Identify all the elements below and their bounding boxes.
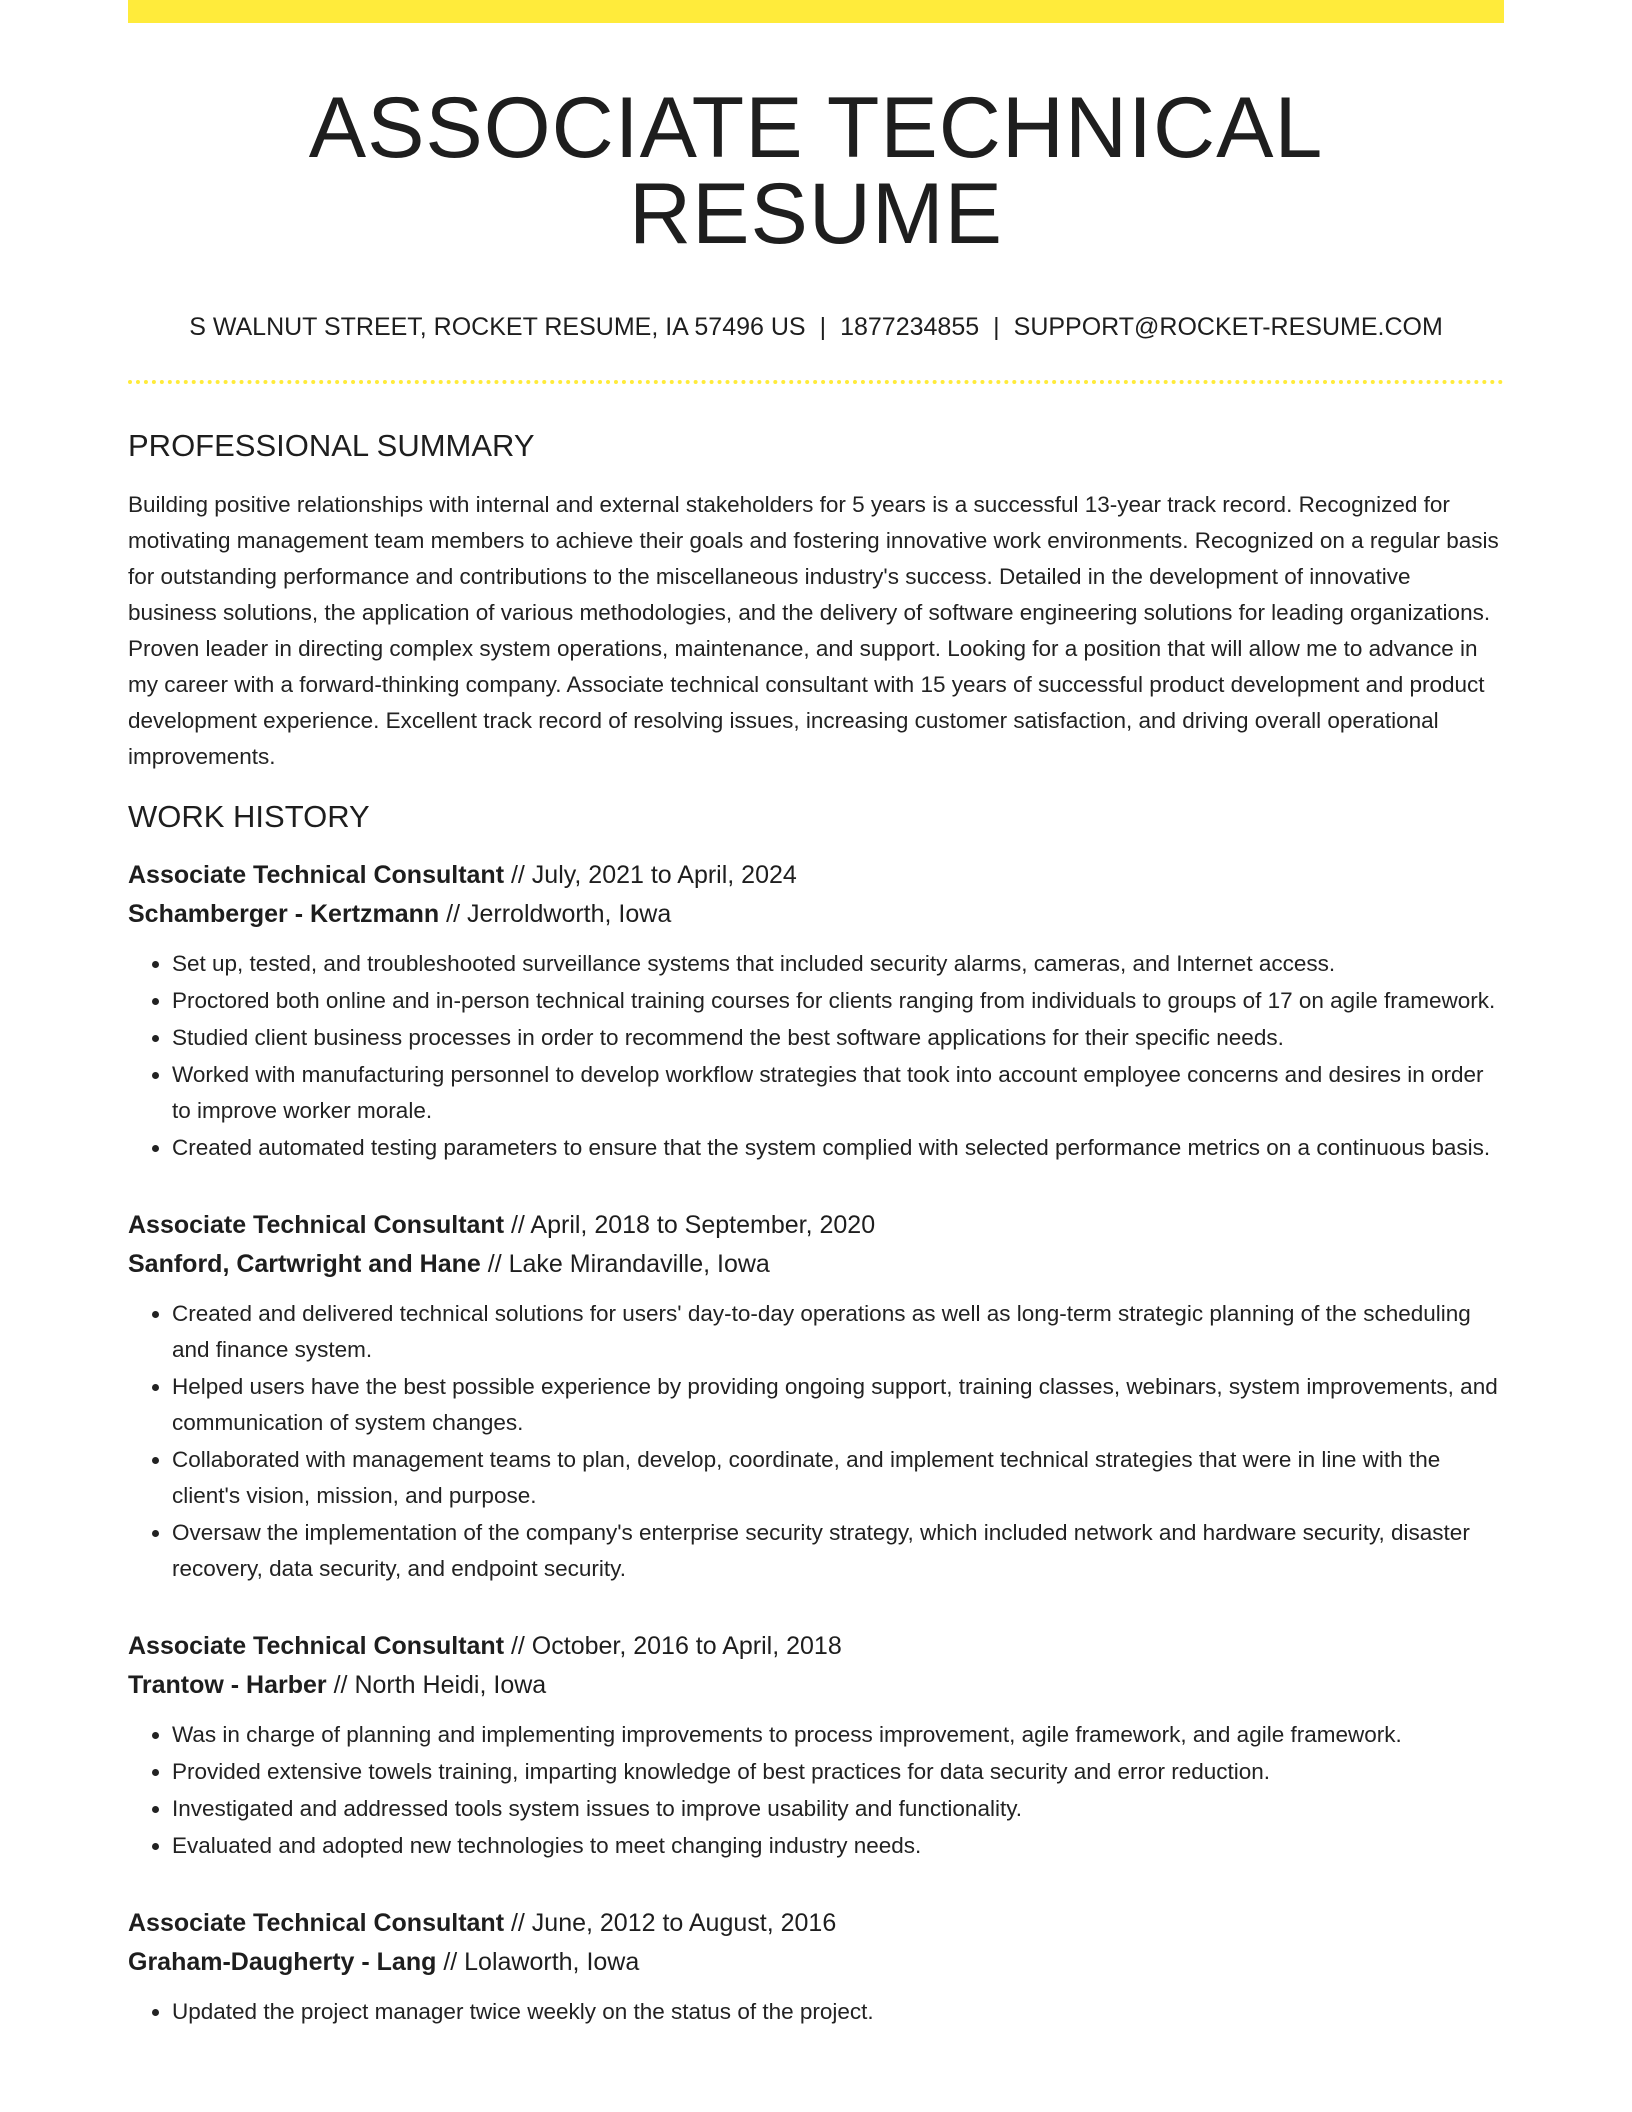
- job-bullets: [128, 1994, 1504, 2030]
- job-dates: // June, 2012 to August, 2016: [504, 1909, 837, 1937]
- job-bullet: • Investigated and addressed tools system issues to improve usability and functionality.: [172, 1791, 1504, 1827]
- job-bullet: • Proctored both online and in-person technical training courses for clients ranging from individuals to groups of 17 on agile framework.: [172, 983, 1504, 1019]
- job-dates: // July, 2021 to April, 2024: [504, 861, 797, 889]
- job-title: Associate Technical Consultant: [128, 1211, 505, 1239]
- job-bullet: • Oversaw the implementation of the company's enterprise security strategy, which included network and hardware security, disaster recovery, data security, and endpoint security.: [172, 1515, 1504, 1587]
- summary-text: Building positive relationships with internal and external stakeholders for 5 years is a successful 13-year track record. Recognized for motivating management team members to achieve their goals and fostering innovative work environments. Recognized on a regular basis for outstanding performance and contributions to the miscellaneous industry's success. Detailed in the development of innovative business solutions, the application of various methodologies, and the delivery of software engineering solutions for leading organizations. Proven leader in directing complex system operations, maintenance, and support. Looking for a position that will allow me to advance in my career with a forward-thinking company. Associate technical consultant with 15 years of successful product development and product development experience. Excellent track record of resolving issues, increasing customer satisfaction, and driving overall operational improvements.: [128, 492, 1499, 769]
- job-bullet: • Evaluated and adopted new technologies to meet changing industry needs.: [172, 1828, 1504, 1864]
- job-bullet: • Set up, tested, and troubleshooted surveillance systems that included security alarms, cameras, and Internet access.: [172, 946, 1504, 982]
- contact-email: SUPPORT@ROCKET-RESUME.COM: [1013, 313, 1443, 341]
- contact-separator: |: [993, 313, 1000, 341]
- job-company-line: [128, 1943, 1504, 1982]
- job-company-line: [128, 1245, 1504, 1284]
- job-company: Sanford, Cartwright and Hane: [128, 1250, 481, 1278]
- accent-top-bar: [128, 0, 1504, 23]
- job-bullet: • Worked with manufacturing personnel to develop workflow strategies that took into account employee concerns and desires in order to improve worker morale.: [172, 1057, 1504, 1129]
- contact-phone: 1877234855: [840, 313, 980, 341]
- job-bullets: [128, 1296, 1504, 1587]
- job-bullet: • Collaborated with management teams to plan, develop, coordinate, and implement technical strategies that were in line with the client's vision, mission, and purpose.: [172, 1442, 1504, 1514]
- job-dates: // October, 2016 to April, 2018: [504, 1632, 842, 1660]
- job-dates: // April, 2018 to September, 2020: [504, 1211, 876, 1239]
- job-title: Associate Technical Consultant: [128, 861, 505, 889]
- job-company: Graham-Daugherty - Lang: [128, 1948, 437, 1976]
- job-company: Schamberger - Kertzmann: [128, 900, 440, 928]
- dotted-divider: [128, 380, 1504, 384]
- resume-name: ASSOCIATE TECHNICAL RESUME: [308, 80, 1324, 262]
- job-entry: [128, 1904, 1504, 2030]
- job-entry: [128, 1206, 1504, 1587]
- job-company: Trantow - Harber: [128, 1671, 327, 1699]
- job-location: // North Heidi, Iowa: [326, 1671, 547, 1699]
- job-bullet: • Was in charge of planning and implementing improvements to process improvement, agile framework, and agile framework.: [172, 1717, 1504, 1753]
- contact-address: S WALNUT STREET, ROCKET RESUME, IA 57496 US: [189, 313, 806, 341]
- job-title-line: [128, 1206, 1504, 1245]
- job-company-line: [128, 895, 1504, 934]
- job-entry: [128, 1627, 1504, 1864]
- job-entry: [128, 856, 1504, 1166]
- contact-line: [128, 315, 1504, 340]
- job-bullet: • Provided extensive towels training, imparting knowledge of best practices for data security and error reduction.: [172, 1754, 1504, 1790]
- job-bullet: • Created automated testing parameters to ensure that the system complied with selected performance metrics on a continuous basis.: [172, 1130, 1504, 1166]
- job-bullet: • Helped users have the best possible experience by providing ongoing support, training classes, webinars, system improvements, and communication of system changes.: [172, 1369, 1504, 1441]
- job-location: // Lake Mirandaville, Iowa: [480, 1250, 770, 1278]
- job-bullets: [128, 946, 1504, 1166]
- job-bullets: [128, 1717, 1504, 1864]
- contact-separator: |: [819, 313, 827, 341]
- summary-heading: PROFESSIONAL SUMMARY: [128, 428, 535, 463]
- job-location: // Lolaworth, Iowa: [436, 1948, 640, 1976]
- job-title-line: [128, 1627, 1504, 1666]
- job-title: Associate Technical Consultant: [128, 1909, 505, 1937]
- job-title-line: [128, 856, 1504, 895]
- job-title: Associate Technical Consultant: [128, 1632, 505, 1660]
- job-bullet: • Studied client business processes in order to recommend the best software applications for their specific needs.: [172, 1020, 1504, 1056]
- resume-page: [128, 0, 1504, 2031]
- job-location: // Jerroldworth, Iowa: [439, 900, 672, 928]
- job-bullet: • Created and delivered technical solutions for users' day-to-day operations as well as long-term strategic planning of the scheduling and finance system.: [172, 1296, 1504, 1368]
- job-bullet: • Updated the project manager twice weekly on the status of the project.: [172, 1994, 1504, 2030]
- work-history-heading: WORK HISTORY: [128, 799, 370, 834]
- job-company-line: [128, 1666, 1504, 1705]
- job-title-line: [128, 1904, 1504, 1943]
